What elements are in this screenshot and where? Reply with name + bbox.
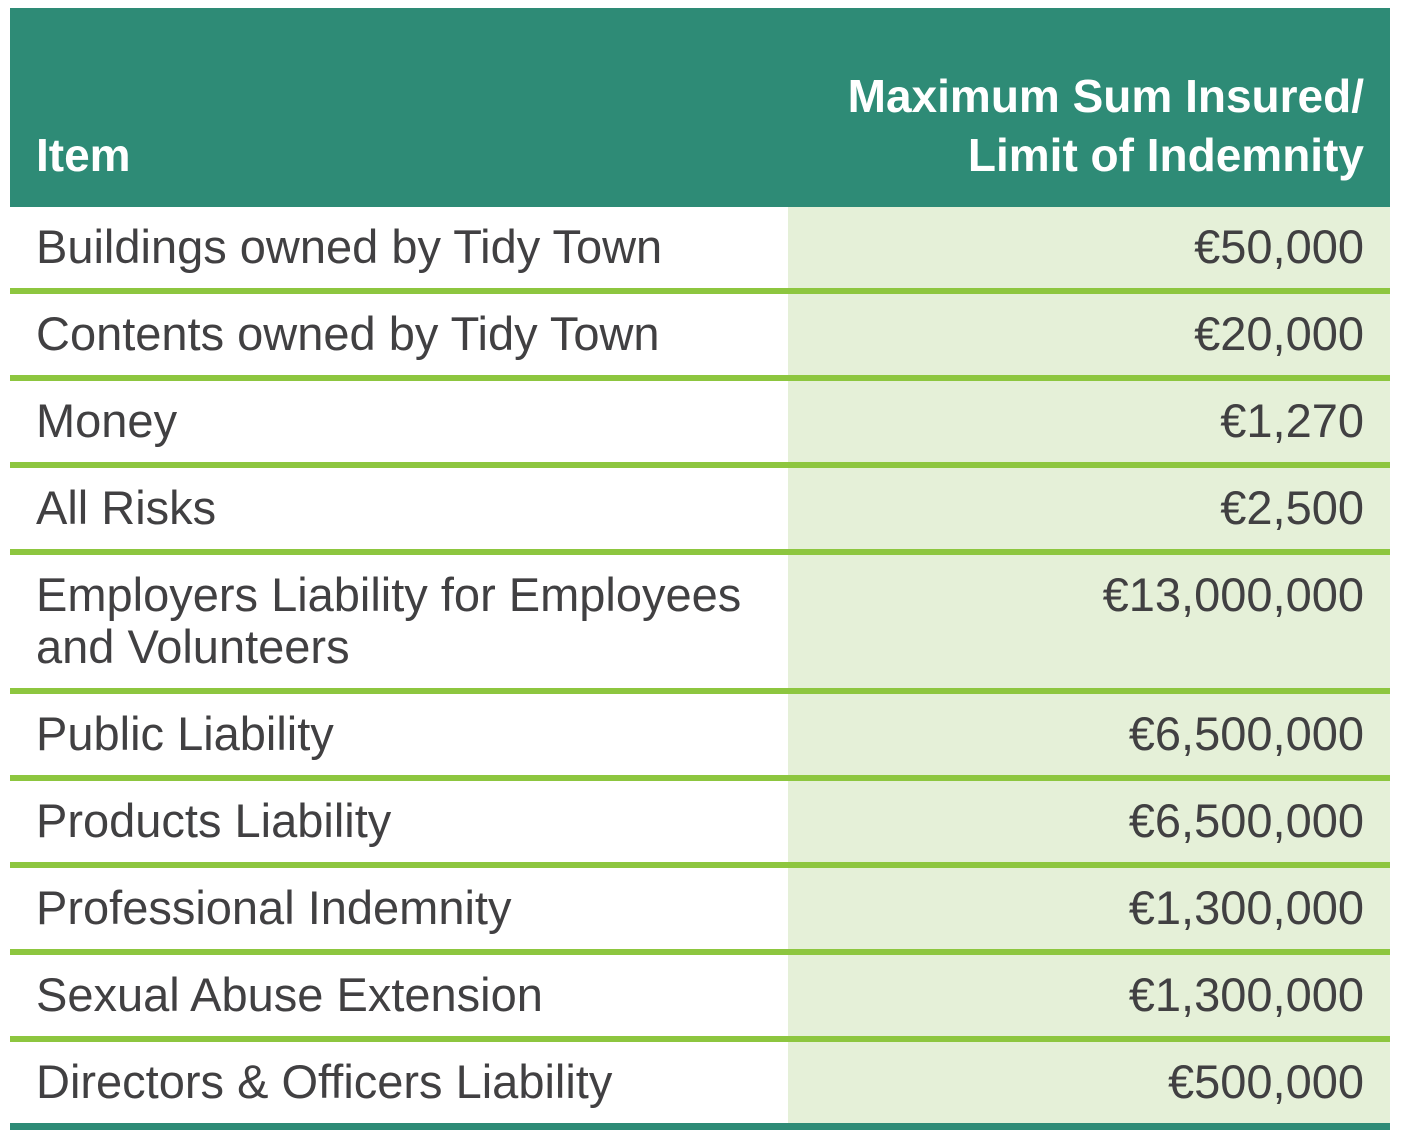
item-cell: Money: [10, 375, 788, 462]
table-row: [10, 775, 1390, 862]
item-cell: Employers Liability for Employees and Volunteers: [10, 549, 788, 688]
amount-cell: €1,270: [788, 375, 1390, 462]
header-amount: [788, 8, 1390, 207]
amount-cell: €1,300,000: [788, 949, 1390, 1036]
amount-cell: €6,500,000: [788, 688, 1390, 775]
insurance-table: [10, 8, 1390, 1123]
amount-cell: €2,500: [788, 462, 1390, 549]
item-cell: Sexual Abuse Extension: [10, 949, 788, 1036]
table-row: [10, 549, 1390, 688]
header-amount-line1: Maximum Sum Insured/: [847, 70, 1364, 122]
item-cell: Buildings owned by Tidy Town: [10, 207, 788, 288]
table-row: [10, 862, 1390, 949]
header-amount-line2: Limit of Indemnity: [967, 129, 1364, 181]
item-cell: Public Liability: [10, 688, 788, 775]
table-row: [10, 207, 1390, 288]
header-row: [10, 8, 1390, 207]
table-row: [10, 375, 1390, 462]
insurance-cover-table: [10, 8, 1390, 1130]
item-cell: Products Liability: [10, 775, 788, 862]
table-row: [10, 288, 1390, 375]
item-cell: All Risks: [10, 462, 788, 549]
amount-cell: €1,300,000: [788, 862, 1390, 949]
amount-cell: €500,000: [788, 1036, 1390, 1123]
item-cell: Professional Indemnity: [10, 862, 788, 949]
table-row: [10, 1036, 1390, 1123]
item-cell: Contents owned by Tidy Town: [10, 288, 788, 375]
table-row: [10, 462, 1390, 549]
amount-cell: €13,000,000: [788, 549, 1390, 688]
table-row: [10, 688, 1390, 775]
amount-cell: €6,500,000: [788, 775, 1390, 862]
table-row: [10, 949, 1390, 1036]
item-cell: Directors & Officers Liability: [10, 1036, 788, 1123]
amount-cell: €50,000: [788, 207, 1390, 288]
amount-cell: €20,000: [788, 288, 1390, 375]
header-item: Item: [10, 8, 788, 207]
